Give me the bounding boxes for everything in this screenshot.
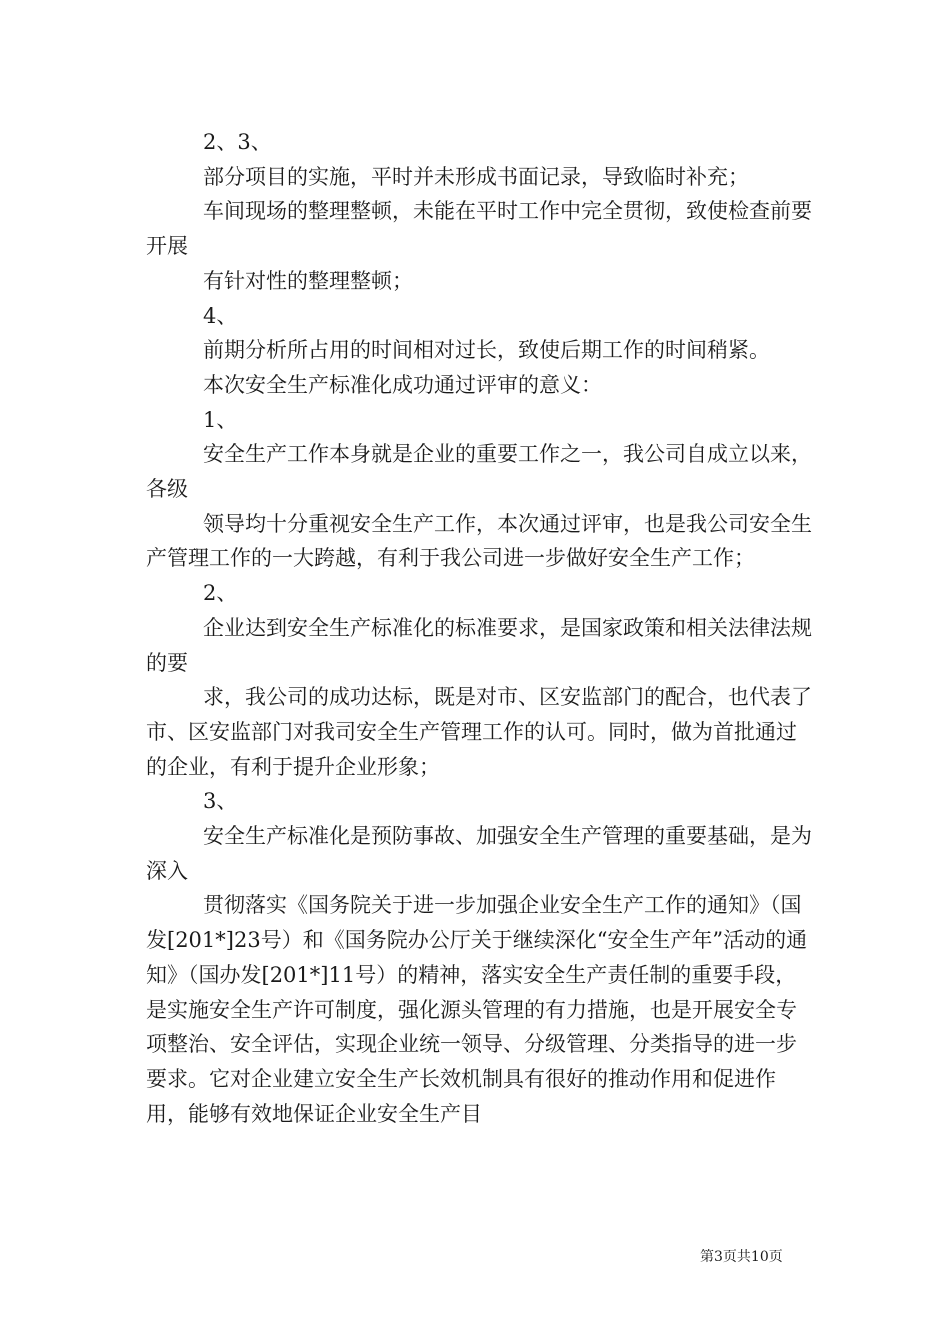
paragraph: 1、: [203, 407, 238, 432]
paragraph: 贯彻落实《国务院关于进一步加强企业安全生产工作的通知》（国发[201*]23号）和《国务院办公厅关于继续深化“安全生产年”活动的通知》（国办发[201*]11号）的精神，落实安全生产责任制的重要手段，是实施安全生产许可制度，强化源头管理的有力措施，也是开展安全专项整治、安全评估，实现企业统一领导、分级管理、分类指导的进一步要求。它对企业建立安全生产长效机制具有很好的推动作用和促进作用，能够有效地保证企业安全生产目: [146, 893, 808, 1126]
paragraph: 2、3、: [203, 130, 272, 154]
paragraph: 有针对性的整理整顿；: [203, 268, 413, 293]
paragraph: 领导均十分重视安全生产工作，本次通过评审，也是我公司安全生产管理工作的一大跨越，有利于我公司进一步做好安全生产工作；: [146, 511, 812, 571]
paragraph: 车间现场的整理整顿，未能在平时工作中完全贯彻，致使检查前要开展: [146, 199, 812, 259]
document-body: [146, 125, 816, 1131]
paragraph: 4、: [203, 303, 238, 328]
paragraph: 企业达到安全生产标准化的标准要求，是国家政策和相关法律法规的要: [146, 615, 812, 675]
paragraph: 前期分析所占用的时间相对过长，致使后期工作的时间稍紧。: [203, 338, 770, 363]
paragraph: 部分项目的实施，平时并未形成书面记录，导致临时补充；: [203, 164, 749, 189]
paragraph: 本次安全生产标准化成功通过评审的意义：: [203, 372, 602, 397]
paragraph: 安全生产工作本身就是企业的重要工作之一，我公司自成立以来，各级: [146, 442, 812, 502]
paragraph: 安全生产标准化是预防事故、加强安全生产管理的重要基础，是为深入: [146, 824, 812, 883]
paragraph: 求，我公司的成功达标，既是对市、区安监部门的配合，也代表了市、区安监部门对我司安全生产管理工作的认可。同时，做为首批通过的企业，有利于提升企业形象；: [146, 685, 812, 779]
paragraph: 3、: [203, 789, 238, 814]
paragraph: 2、: [203, 581, 238, 606]
page-number: 第3页共10页: [700, 1249, 783, 1265]
